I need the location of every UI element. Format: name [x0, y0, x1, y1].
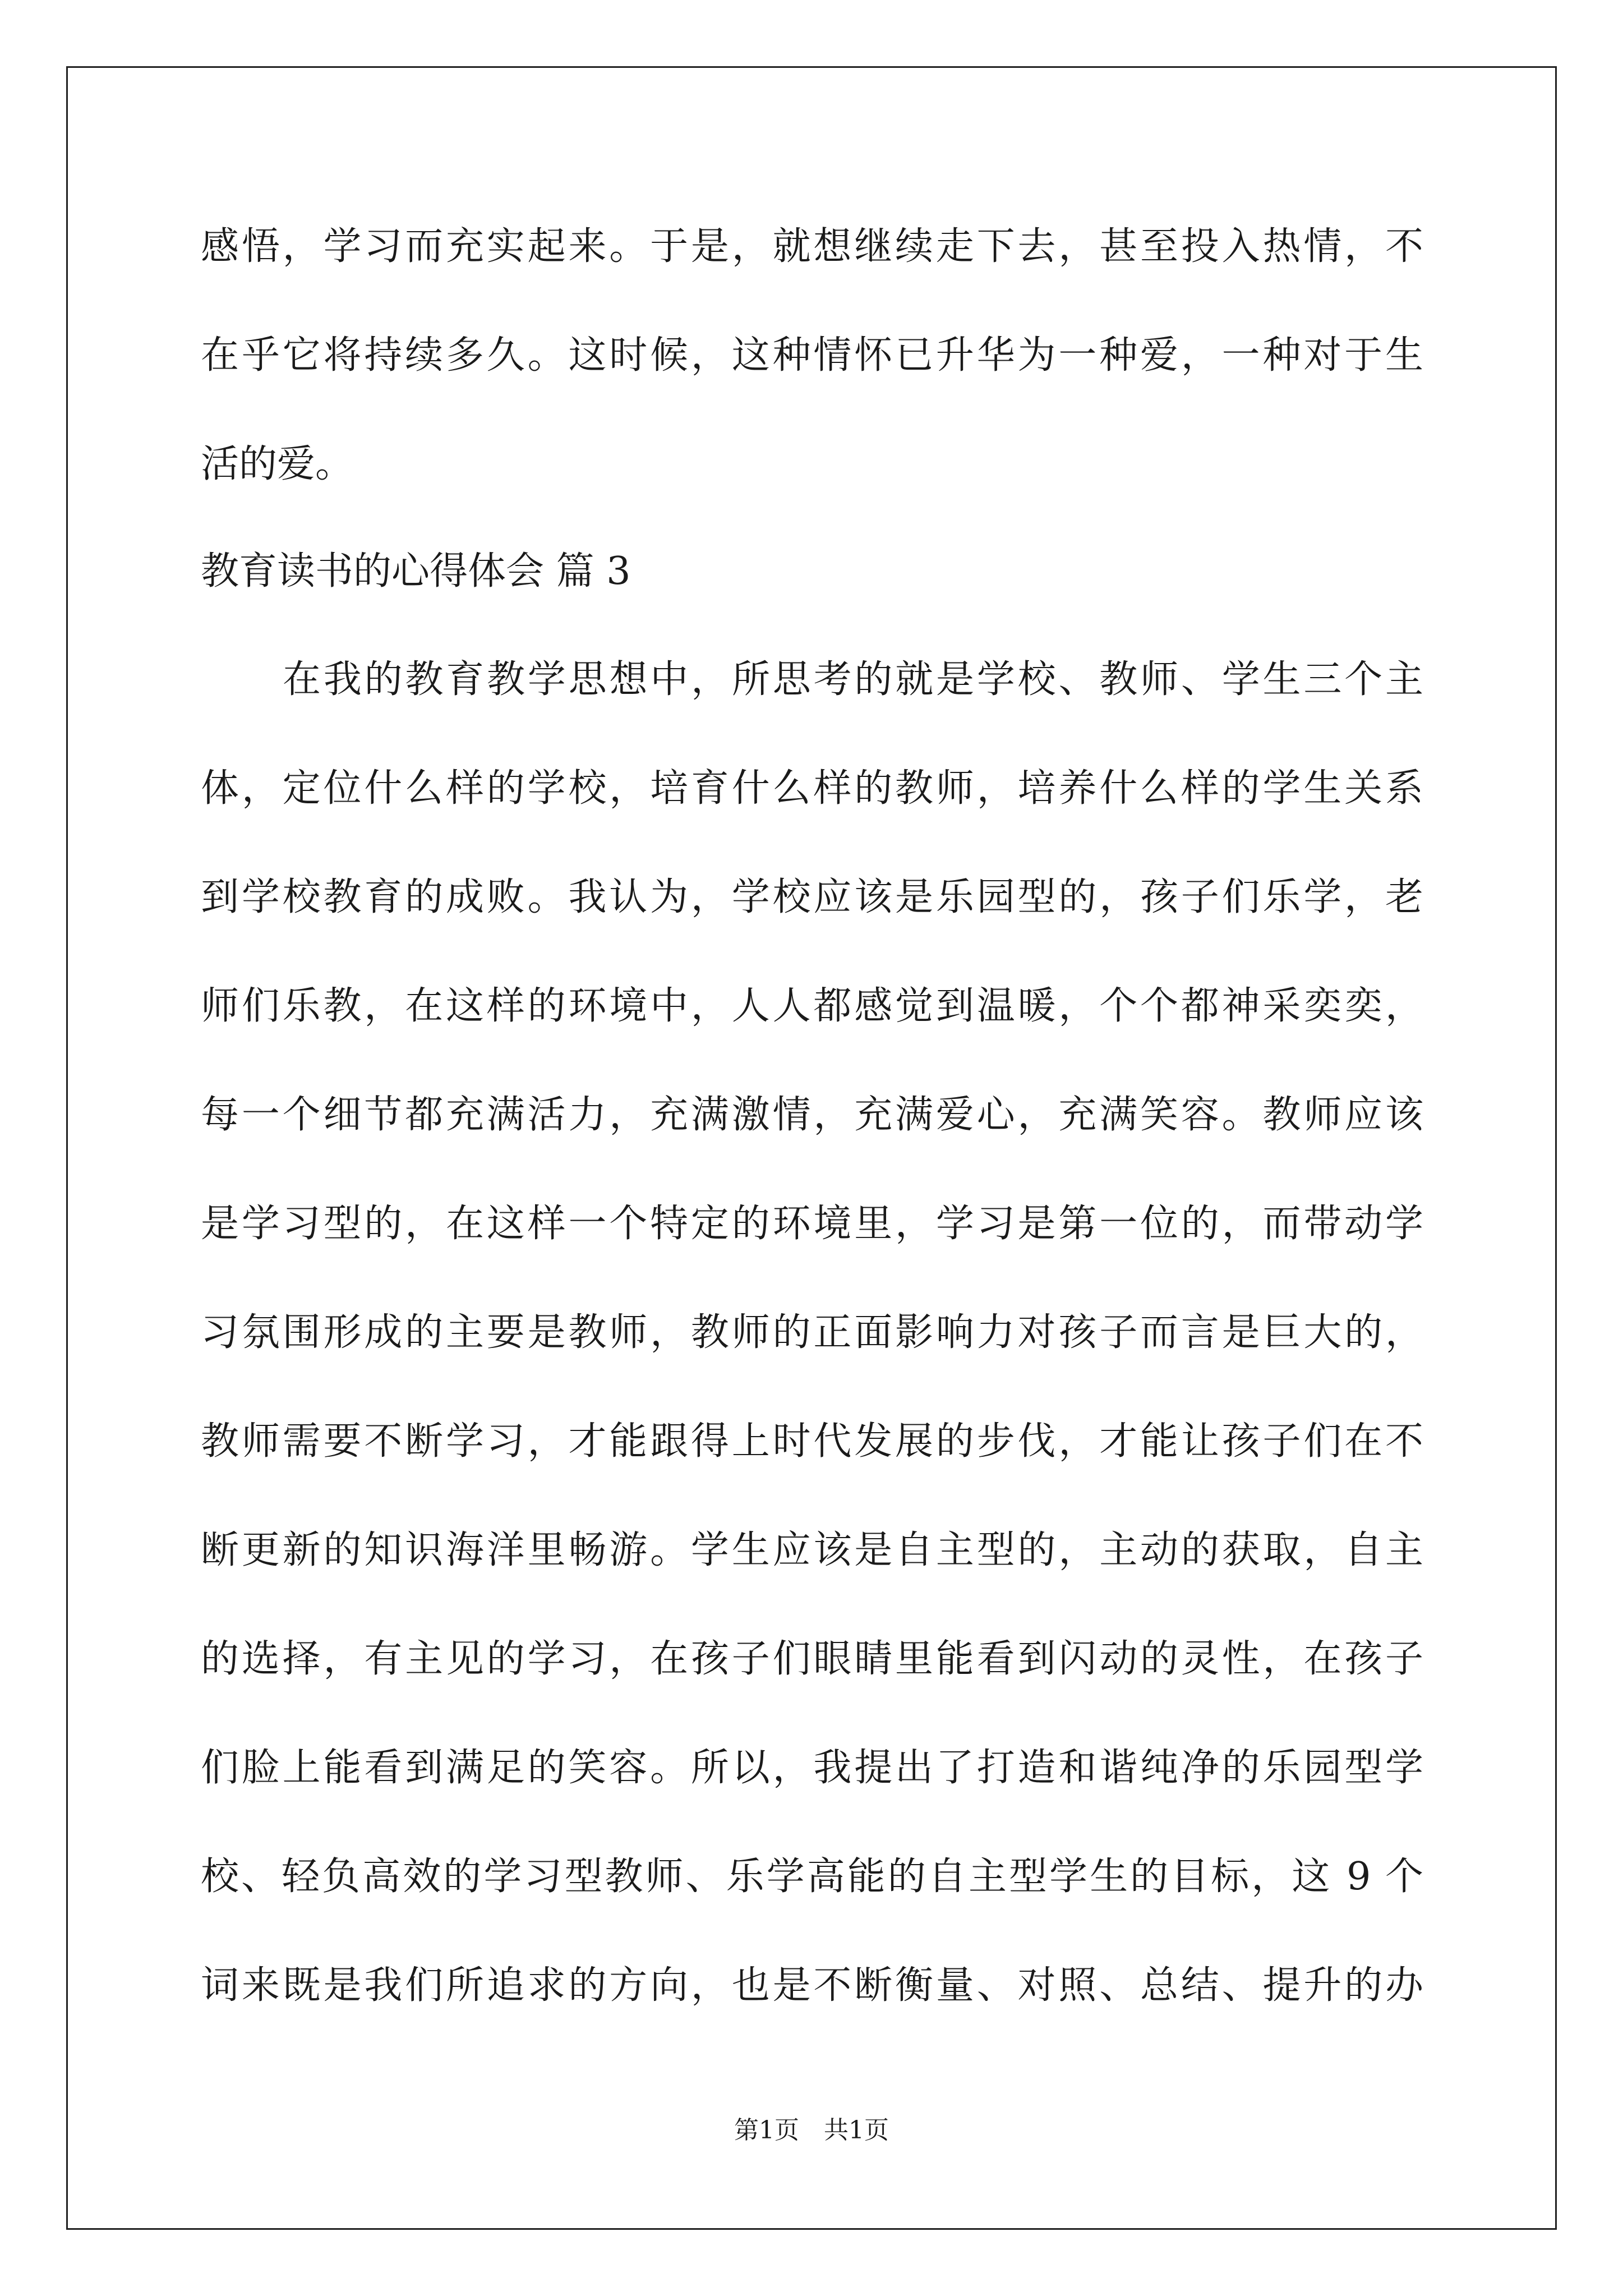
- paragraph-line: 的选择，有主见的学习，在孩子们眼睛里能看到闪动的灵性，在孩子: [201, 1637, 1423, 1681]
- paragraph-line: 每一个细节都充满活力，充满激情，充满爱心，充满笑容。教师应该: [201, 1093, 1423, 1137]
- paragraph-line: 师们乐教，在这样的环境中，人人都感觉到温暖，个个都神采奕奕，: [201, 984, 1423, 1028]
- paragraph-line: 们脸上能看到满足的笑容。所以，我提出了打造和谐纯净的乐园型学: [201, 1746, 1423, 1790]
- section-heading: 教育读书的心得体会 篇 3: [201, 549, 631, 593]
- paragraph-line: 习氛围形成的主要是教师，教师的正面影响力对孩子而言是巨大的，: [201, 1310, 1423, 1355]
- paragraph-line: 是学习型的，在这样一个特定的环境里，学习是第一位的，而带动学: [201, 1202, 1423, 1246]
- page-border: [66, 66, 1557, 2230]
- paragraph-line: 到学校教育的成败。我认为，学校应该是乐园型的，孩子们乐学，老: [201, 875, 1423, 919]
- paragraph-line: 词来既是我们所追求的方向，也是不断衡量、对照、总结、提升的办: [201, 1963, 1423, 2008]
- paragraph-line: 活的爱。: [201, 442, 354, 486]
- paragraph-line: 校、轻负高效的学习型教师、乐学高能的自主型学生的目标，这 9 个: [201, 1855, 1423, 1899]
- page-footer: 第1页 共1页: [734, 2116, 889, 2145]
- paragraph-line: 在乎它将持续多久。这时候，这种情怀已升华为一种爱，一种对于生: [201, 333, 1423, 378]
- paragraph-line: 教师需要不断学习，才能跟得上时代发展的步伐，才能让孩子们在不: [201, 1419, 1423, 1464]
- paragraph-line: 在我的教育教学思想中，所思考的就是学校、教师、学生三个主: [283, 657, 1423, 702]
- paragraph-line: 体，定位什么样的学校，培育什么样的教师，培养什么样的学生关系: [201, 766, 1423, 811]
- paragraph-line: 断更新的知识海洋里畅游。学生应该是自主型的，主动的获取，自主: [201, 1528, 1423, 1572]
- paragraph-line: 感悟，学习而充实起来。于是，就想继续走下去，甚至投入热情，不: [201, 224, 1423, 269]
